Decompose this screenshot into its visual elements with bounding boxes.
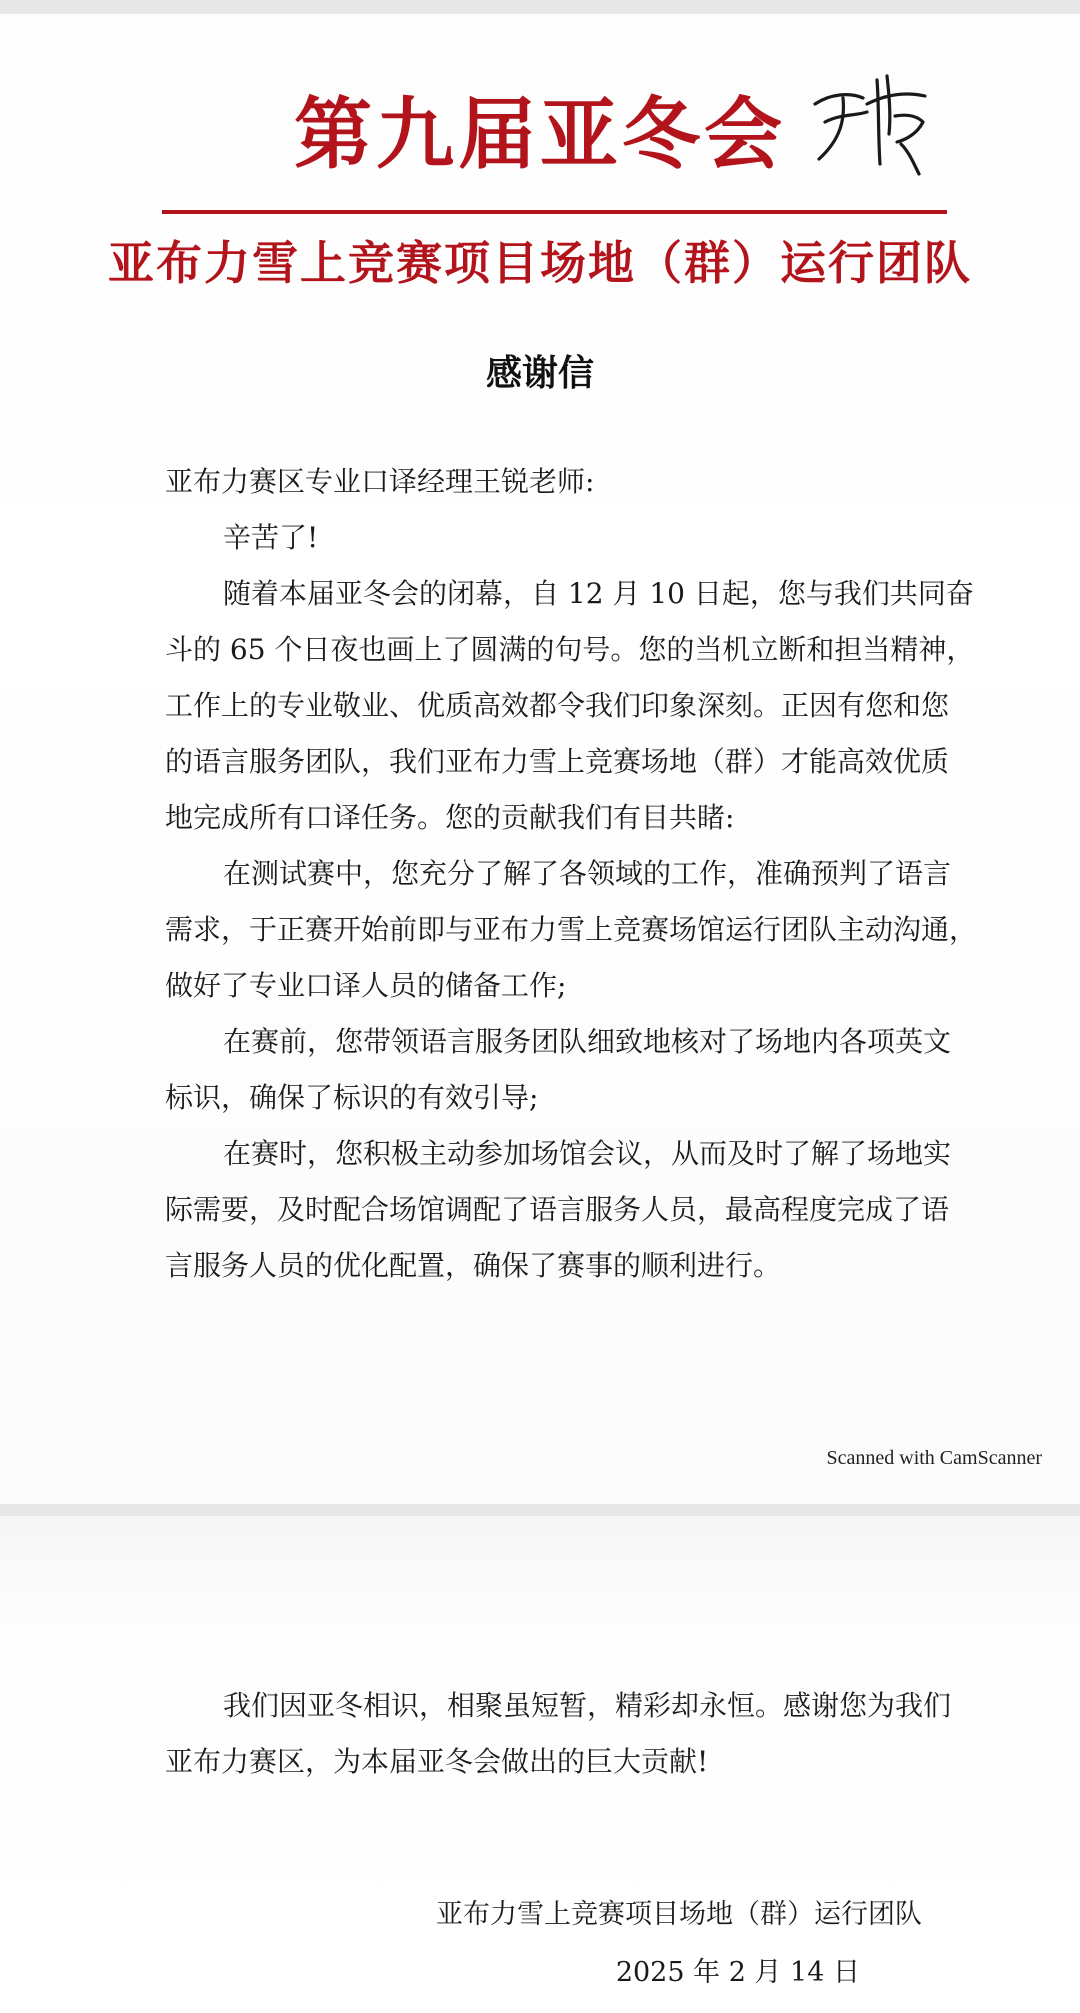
paragraph-line: 需求，于正赛开始前即与亚布力雪上竞赛场馆运行团队主动沟通， <box>165 913 978 946</box>
letter-title: 感谢信 <box>485 353 594 394</box>
letterhead-title: 第九届亚冬会 <box>293 89 786 180</box>
paragraph-line: 的语言服务团队，我们亚布力雪上竞赛场地（群）才能高效优质 <box>165 745 950 778</box>
paragraph-line: 标识，确保了标识的有效引导; <box>165 1081 539 1114</box>
greeting: 辛苦了! <box>223 521 319 554</box>
closing-paragraph <box>165 1678 977 1790</box>
signatory-team: 亚布力雪上竞赛项目场地（群）运行团队 <box>436 1899 922 1930</box>
handwritten-signature <box>805 64 935 184</box>
paragraph-line: 地完成所有口译任务。您的贡献我们有目共睹: <box>165 801 735 834</box>
paragraph-line: 随着本届亚冬会的闭幕，自 12 月 10 日起，您与我们共同奋 <box>223 577 974 610</box>
paragraph-line: 在测试赛中，您充分了解了各领域的工作，准确预判了语言 <box>223 857 952 890</box>
letterhead-subtitle: 亚布力雪上竞赛项目场地（群）运行团队 <box>108 236 972 290</box>
letter-page-1 <box>0 14 1080 1504</box>
letterhead-divider <box>162 210 947 214</box>
paragraph-line: 做好了专业口译人员的储备工作; <box>165 969 567 1002</box>
paragraph-line: 斗的 65 个日夜也画上了圆满的句号。您的当机立断和担当精神， <box>165 633 975 666</box>
letter-body <box>165 454 977 1294</box>
closing-line: 我们因亚冬相识，相聚虽短暂，精彩却永恒。感谢您为我们 <box>223 1689 952 1722</box>
paragraph-line: 在赛前，您带领语言服务团队细致地核对了场地内各项英文 <box>223 1025 952 1058</box>
scanner-watermark: Scanned with CamScanner <box>826 1447 1042 1469</box>
paragraph-line: 言服务人员的优化配置，确保了赛事的顺利进行。 <box>165 1249 782 1282</box>
paragraph-line: 在赛时，您积极主动参加场馆会议，从而及时了解了场地实 <box>223 1137 952 1170</box>
paragraph-line: 际需要，及时配合场馆调配了语言服务人员，最高程度完成了语 <box>165 1193 950 1226</box>
salutation: 亚布力赛区专业口译经理王锐老师: <box>165 465 595 498</box>
signature-date: 2025 年 2 月 14 日 <box>615 1957 860 1988</box>
closing-line: 亚布力赛区，为本届亚冬会做出的巨大贡献! <box>165 1745 709 1778</box>
paragraph-line: 工作上的专业敬业、优质高效都令我们印象深刻。正因有您和您 <box>165 689 950 722</box>
